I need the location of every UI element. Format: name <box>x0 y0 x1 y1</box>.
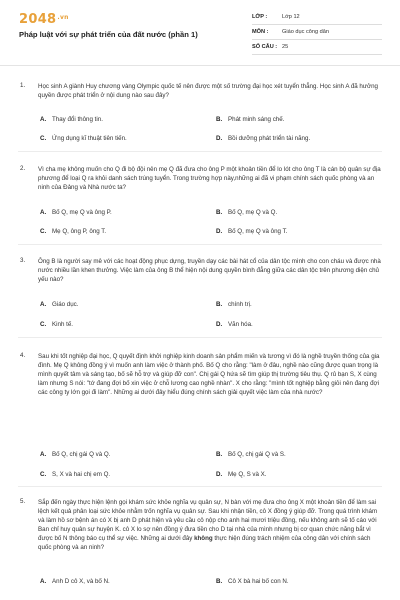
option-d[interactable]: D. Văn hóa. <box>216 321 253 328</box>
option-b[interactable]: B. Bố Q, chị gái Q và S. <box>216 451 286 458</box>
question-text: Sắp đến ngày thực hiện lệnh gọi khám sức khỏe nghĩa vụ quân sự, N bàn với mẹ đưa cho ông X một khoản tiền để làm sai lệch kết quả phân loại sức khỏe nhằm trốn nghĩa vụ quân sự. Sau khi nhận tiền, cô X đồng ý giúp đỡ. Trong quá trình khám và làm hồ sơ bệnh án có X bị anh D phát hiện và yêu cầu cô nộp cho anh hai mươi triệu đồng, nếu không anh sẽ tố cáo với Ban chỉ huy quân sự huyện K. cô X lo sợ nên đồng ý đưa tiền cho D tại nhà của mình nhưng bị cơ quan chức năng bắt vì được bố N thông báo cụ thể sự việc. Những ai dưới đây không thực hiện đúng trách nhiệm của công dân với chính sách quốc phòng và an ninh? <box>38 499 378 551</box>
option-c[interactable]: C. Ứng dụng kĩ thuật tiên tiến. <box>40 135 127 142</box>
meta-grade-label: LỚP : <box>252 14 268 20</box>
meta-grade <box>252 10 382 25</box>
question-divider <box>18 244 382 245</box>
question-divider <box>18 151 382 152</box>
option-a[interactable]: A. Anh D cô X, và bố N. <box>40 578 110 585</box>
meta-question-count-label: SỐ CÂU : <box>252 44 278 50</box>
site-logo[interactable]: $2048^{.vn}$ <box>19 12 69 27</box>
option-c[interactable]: C. Mẹ Q, ông P, ông T. <box>40 228 107 235</box>
question-number: 3. <box>20 257 26 264</box>
option-c[interactable]: C. S, X và hai chị em Q. <box>40 471 111 478</box>
emphasis-not: không <box>194 535 213 542</box>
page-title: Pháp luật với sự phát triển của đất nước (phần 1) <box>19 30 198 39</box>
question-number: 5. <box>20 498 26 505</box>
question-number: 2. <box>20 165 26 172</box>
document-header <box>0 0 400 62</box>
question-number: 1. <box>20 82 26 89</box>
option-b[interactable]: B. Cô X bà hai bố con N. <box>216 578 289 585</box>
meta-subject <box>252 25 382 40</box>
question-text: Vì cha mẹ không muốn cho Q đi bộ đội nên mẹ Q đã đưa cho ông P một khoản tiền để lo lót cho ông T là cán bộ quân sự địa phương để loại Q ra khỏi danh sách trúng tuyển. Trong trường hợp này,những ai đã vi phạm chính sách quốc phòng và an ninh của Đảng và Nhà nước ta? <box>38 166 381 191</box>
option-b[interactable]: B. chính trị. <box>216 301 252 308</box>
question-divider <box>18 486 382 487</box>
option-c[interactable]: C. Kinh tế. <box>40 321 73 328</box>
option-d[interactable]: D. Mẹ Q, S và X. <box>216 471 267 478</box>
question-text: Học sinh A giành Huy chương vàng Olympic quốc tế nên được một số trường đại học xét tuyển thẳng. Học sinh A đã hưởng quyền được phát triển ở nội dung nào sau đây? <box>38 83 378 99</box>
question-number: 4. <box>20 352 26 359</box>
question-text: Ông B là người say mê với các hoạt động phục dựng, truyền dạy các bài hát cổ của dân tộc mình cho con cháu và được nhà nước nhiều lần khen thưởng. Việc làm của ông B thể hiện nội dung quyền bình đẳng giữa các dân tộc trên phương diện chủ yếu nào? <box>38 258 381 283</box>
option-b[interactable]: B. Phát minh sáng chế. <box>216 116 285 123</box>
option-a[interactable]: A. Giáo dục. <box>40 301 79 308</box>
question-divider <box>18 337 382 338</box>
meta-grade-value: Lớp 12 <box>282 14 300 20</box>
logo-suffix: .vn <box>57 14 69 21</box>
question-text: Sau khi tốt nghiệp đại học, Q quyết định khởi nghiệp kinh doanh sản phẩm miến và tương vì đó là nghề truyền thống của gia đình. Mẹ Q không đồng ý vì muốn anh làm việc ở thành phố. Bố Q cho rằng: "làm ở đâu, nghề nào cũng được quan trọng là mình quyết tâm và sáng tạo, bố sẽ hỗ trợ và giúp đỡ con". Chị gái Q hứa sẽ tìm giúp thị trường tiêu thụ. Q rủ bạn S, X cùng làm nhưng S nói: "tớ đang đợi bố xin việc ở chỗ lương cao nghề nhàn". X cho rằng: "mình tốt nghiệp bằng giỏi nên đang đợi các công ty lớn gọi đi làm". Những ai dưới đây hiểu đúng chính sách giải quyết việc làm của nhà nước? <box>38 353 380 396</box>
option-d[interactable]: D. Bồi dưỡng phát triển tài năng. <box>216 135 311 142</box>
meta-question-count <box>252 40 382 55</box>
meta-subject-label: MÔN : <box>252 29 269 35</box>
option-b[interactable]: B. Bố Q, mẹ Q và Q. <box>216 209 278 216</box>
header-divider <box>0 65 400 66</box>
meta-subject-value: Giáo dục công dân <box>282 29 329 35</box>
option-a[interactable]: A. Bố Q, chị gái Q và Q. <box>40 451 111 458</box>
option-a[interactable]: A. Thay đổi thông tin. <box>40 116 103 123</box>
option-a[interactable]: A. Bố Q, mẹ Q và ông P. <box>40 209 112 216</box>
meta-question-count-value: 25 <box>282 44 289 50</box>
option-d[interactable]: D. Bố Q, mẹ Q và ông T. <box>216 228 288 235</box>
